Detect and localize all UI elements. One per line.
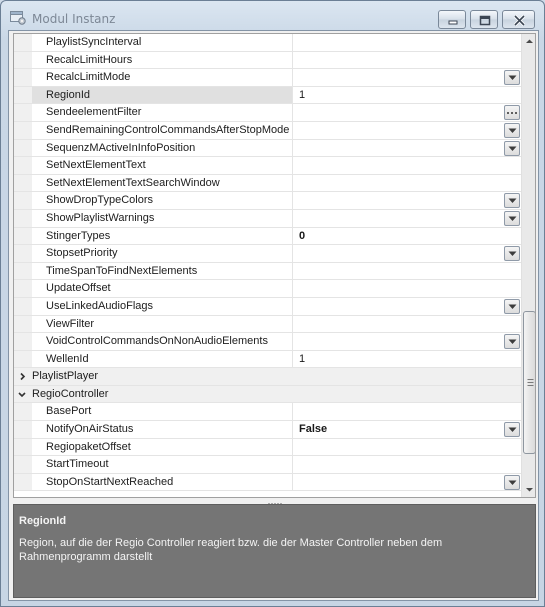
property-name: SendRemainingControlCommandsAfterStopMode bbox=[46, 122, 293, 139]
property-name: RegiopaketOffset bbox=[46, 439, 293, 456]
property-name: ViewFilter bbox=[46, 316, 293, 333]
row-margin bbox=[14, 245, 32, 262]
property-row[interactable] bbox=[14, 245, 522, 263]
dropdown-button[interactable] bbox=[504, 299, 520, 314]
close-button[interactable] bbox=[502, 10, 535, 29]
property-row[interactable] bbox=[14, 298, 522, 316]
property-row[interactable] bbox=[14, 175, 522, 193]
dropdown-button[interactable] bbox=[504, 70, 520, 85]
row-margin bbox=[14, 474, 32, 491]
maximize-icon bbox=[471, 11, 499, 30]
chevron-down-icon bbox=[508, 480, 517, 486]
row-margin bbox=[14, 34, 32, 51]
row-margin bbox=[14, 157, 32, 174]
property-value[interactable]: 1 bbox=[299, 352, 306, 365]
category-row[interactable] bbox=[14, 368, 522, 386]
row-margin bbox=[14, 351, 32, 368]
chevron-down-icon bbox=[508, 304, 517, 310]
property-value[interactable]: False bbox=[299, 423, 328, 436]
row-margin bbox=[14, 122, 32, 139]
vertical-scrollbar[interactable] bbox=[521, 34, 536, 497]
chevron-down-icon bbox=[508, 146, 517, 152]
window-app-icon bbox=[10, 11, 26, 25]
window-title: Modul Instanz bbox=[32, 12, 116, 26]
row-margin bbox=[14, 140, 32, 157]
row-margin bbox=[14, 439, 32, 456]
category-row[interactable] bbox=[14, 386, 522, 404]
chevron-down-icon bbox=[508, 427, 517, 433]
ellipsis-icon bbox=[506, 111, 518, 117]
row-margin bbox=[14, 316, 32, 333]
property-name: StingerTypes bbox=[46, 228, 293, 245]
row-margin bbox=[14, 210, 32, 227]
row-margin bbox=[14, 228, 32, 245]
property-row[interactable] bbox=[14, 192, 522, 210]
row-margin bbox=[14, 175, 32, 192]
category-name: RegioController bbox=[32, 387, 109, 400]
property-row[interactable] bbox=[14, 157, 522, 175]
property-rows bbox=[14, 34, 522, 491]
category-name: PlaylistPlayer bbox=[32, 370, 99, 383]
property-row[interactable] bbox=[14, 421, 522, 439]
property-name: ShowDropTypeColors bbox=[46, 192, 293, 209]
property-name: SetNextElementText bbox=[46, 157, 293, 174]
property-row[interactable] bbox=[14, 210, 522, 228]
property-row[interactable] bbox=[14, 474, 522, 492]
property-grid bbox=[13, 33, 536, 498]
property-name: RegionId bbox=[32, 87, 293, 104]
property-row[interactable] bbox=[14, 87, 522, 105]
property-name: RecalcLimitHours bbox=[46, 52, 293, 69]
maximize-button[interactable] bbox=[470, 10, 498, 29]
chevron-down-icon[interactable] bbox=[16, 386, 28, 403]
description-title: RegionId bbox=[19, 515, 67, 527]
property-name: VoidControlCommandsOnNonAudioElements bbox=[46, 333, 293, 350]
dropdown-button[interactable] bbox=[504, 211, 520, 226]
row-margin bbox=[14, 456, 32, 473]
chevron-down-icon bbox=[508, 128, 517, 134]
ellipsis-button[interactable] bbox=[504, 105, 520, 120]
property-name: PlaylistSyncInterval bbox=[46, 34, 293, 51]
property-name: StartTimeout bbox=[46, 456, 293, 473]
minimize-button[interactable] bbox=[438, 10, 466, 29]
property-name: RecalcLimitMode bbox=[46, 69, 293, 86]
row-margin bbox=[14, 192, 32, 209]
chevron-right-icon[interactable] bbox=[16, 368, 28, 385]
description-panel bbox=[13, 504, 536, 598]
property-name: BasePort bbox=[46, 403, 293, 420]
scroll-thumb[interactable] bbox=[523, 311, 536, 454]
property-row[interactable] bbox=[14, 140, 522, 158]
chevron-down-icon bbox=[508, 339, 517, 345]
title-bar[interactable] bbox=[1, 1, 544, 31]
dropdown-button[interactable] bbox=[504, 246, 520, 261]
scroll-up-icon[interactable] bbox=[522, 34, 536, 49]
dropdown-button[interactable] bbox=[504, 475, 520, 490]
window-content bbox=[8, 30, 539, 601]
property-name: UseLinkedAudioFlags bbox=[46, 298, 293, 315]
dropdown-button[interactable] bbox=[504, 422, 520, 437]
property-row[interactable] bbox=[14, 104, 522, 122]
property-name: SendeelementFilter bbox=[46, 104, 293, 121]
dropdown-button[interactable] bbox=[504, 141, 520, 156]
property-name: StopOnStartNextReached bbox=[46, 474, 293, 491]
property-row[interactable] bbox=[14, 456, 522, 474]
row-margin bbox=[14, 52, 32, 69]
property-row[interactable] bbox=[14, 403, 522, 421]
chevron-down-icon bbox=[508, 251, 517, 257]
property-row[interactable] bbox=[14, 34, 522, 52]
chevron-down-icon bbox=[508, 198, 517, 204]
property-name: WellenId bbox=[46, 351, 293, 368]
row-margin bbox=[14, 87, 32, 104]
property-row[interactable] bbox=[14, 316, 522, 334]
property-row[interactable] bbox=[14, 228, 522, 246]
property-row[interactable] bbox=[14, 439, 522, 457]
description-text: Region, auf die der Regio Controller reagiert bzw. die der Master Controller neben dem Rahmenprogramm darstellt bbox=[19, 537, 443, 563]
chevron-down-icon bbox=[508, 75, 517, 81]
row-margin bbox=[14, 403, 32, 420]
row-margin bbox=[14, 104, 32, 121]
row-margin bbox=[14, 298, 32, 315]
property-row[interactable] bbox=[14, 333, 522, 351]
property-name: ShowPlaylistWarnings bbox=[46, 210, 293, 227]
dropdown-button[interactable] bbox=[504, 123, 520, 138]
property-row[interactable] bbox=[14, 122, 522, 140]
property-name: SequenzMActiveInInfoPosition bbox=[46, 140, 293, 157]
close-icon bbox=[503, 11, 536, 30]
row-margin bbox=[14, 333, 32, 350]
property-name: StopsetPriority bbox=[46, 245, 293, 262]
chevron-down-icon bbox=[508, 216, 517, 222]
property-row[interactable] bbox=[14, 52, 522, 70]
row-margin bbox=[14, 421, 32, 438]
property-name: TimeSpanToFindNextElements bbox=[46, 263, 293, 280]
property-row[interactable] bbox=[14, 263, 522, 281]
property-value[interactable]: 0 bbox=[299, 229, 306, 242]
dropdown-button[interactable] bbox=[504, 334, 520, 349]
property-name: SetNextElementTextSearchWindow bbox=[46, 175, 293, 192]
minimize-icon bbox=[439, 11, 467, 30]
scroll-down-icon[interactable] bbox=[522, 482, 536, 497]
row-margin bbox=[14, 280, 32, 297]
property-row[interactable] bbox=[14, 351, 522, 369]
dropdown-button[interactable] bbox=[504, 193, 520, 208]
property-name: UpdateOffset bbox=[46, 280, 293, 297]
property-name: NotifyOnAirStatus bbox=[46, 421, 293, 438]
property-row[interactable] bbox=[14, 280, 522, 298]
property-row[interactable] bbox=[14, 69, 522, 87]
row-margin bbox=[14, 263, 32, 280]
property-value[interactable]: 1 bbox=[299, 88, 306, 101]
row-margin bbox=[14, 69, 32, 86]
